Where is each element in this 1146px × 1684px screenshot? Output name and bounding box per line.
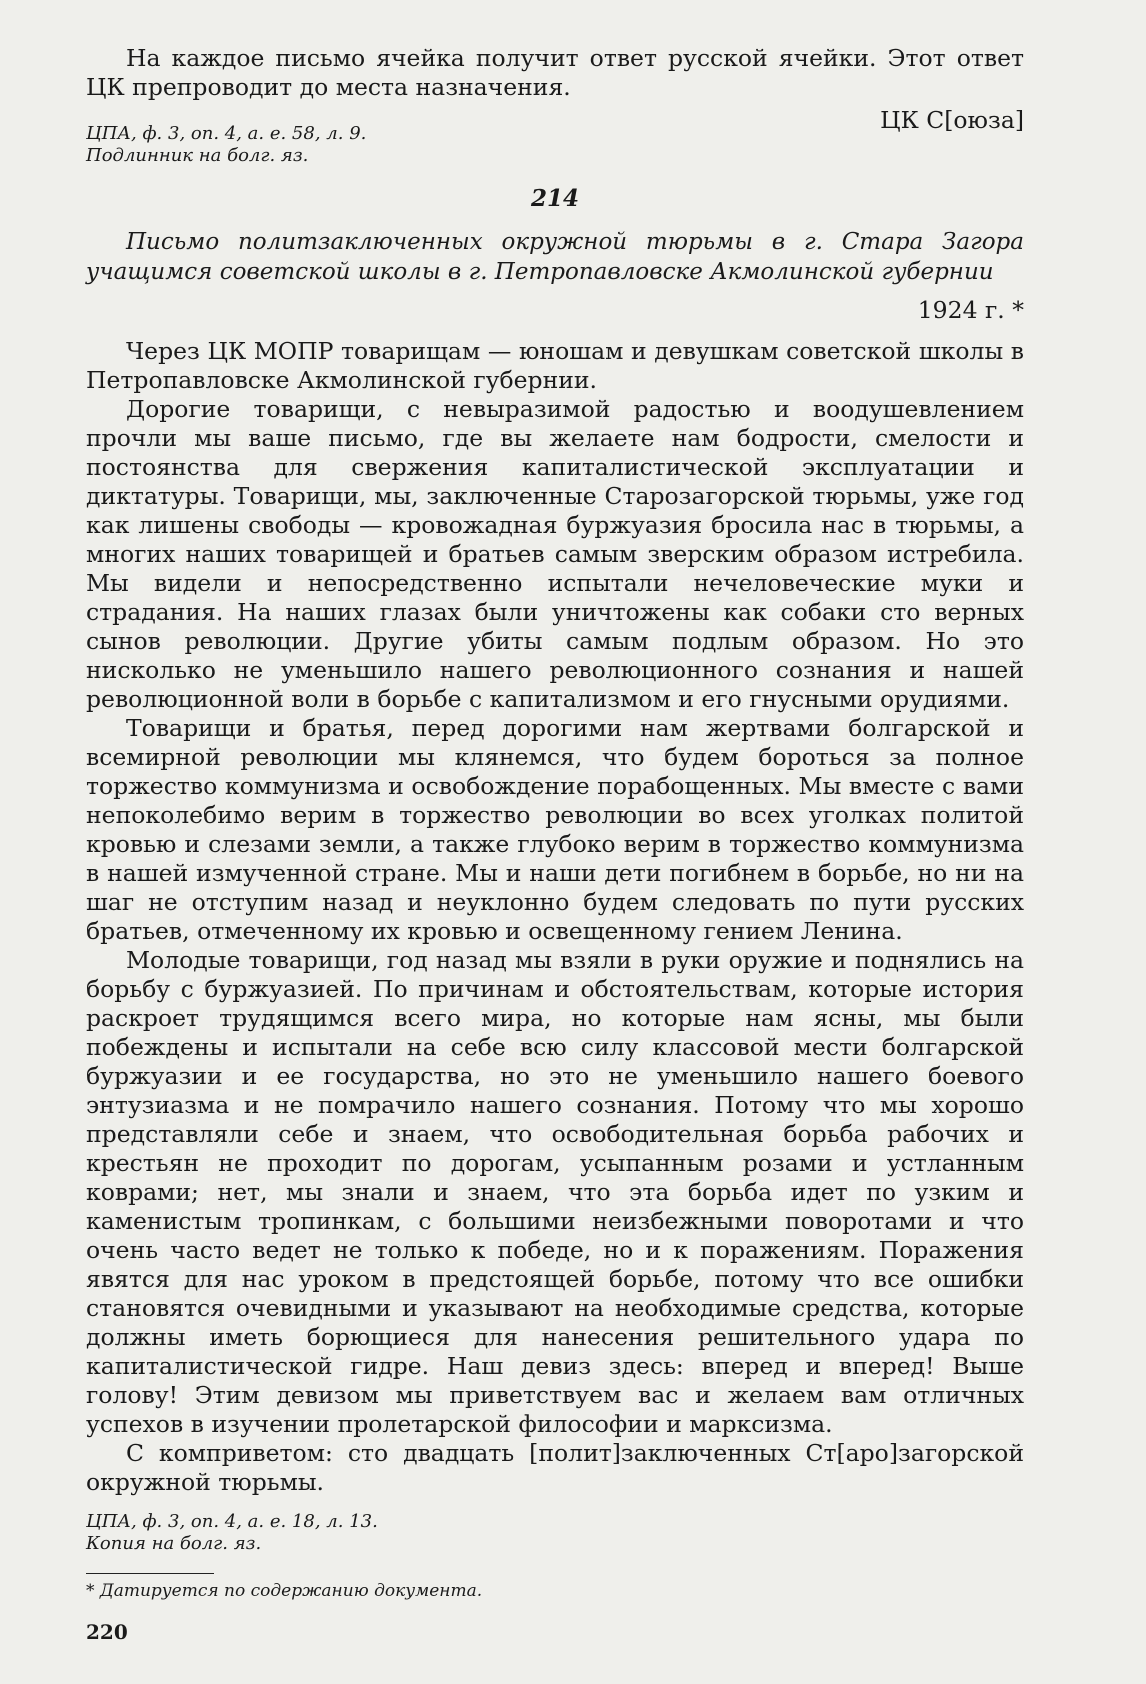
paragraph-address: Через ЦК МОПР товарищам — юношам и девушкам советской школы в Петропавловске Акмолинской губернии. [86, 337, 1024, 394]
document-number: 214 [530, 185, 579, 212]
intro-paragraph: На каждое письмо ячейка получит ответ русской ячейки. Этот ответ ЦК препроводит до места назначения. [86, 44, 1024, 101]
page-number: 220 [86, 1620, 128, 1644]
paragraph-closing: С комприветом: сто двадцать [полит]заключенных Ст[аро]загорской окружной тюрьмы. [86, 1439, 1024, 1496]
archive-source: ЦПА, ф. 3, оп. 4, а. е. 18, л. 13. [86, 1511, 378, 1532]
archive-source: ЦПА, ф. 3, оп. 4, а. е. 58, л. 9. [86, 123, 367, 144]
footnote: * Датируется по содержанию документа. [86, 1581, 483, 1601]
paragraph-3: Молодые товарищи, год назад мы взяли в руки оружие и поднялись на борьбу с буржуазией. По причинам и обстоятельствам, которые история раскроет трудящимся всего мира, но которые нам ясны, мы были побеждены и испытали на себе всю силу классовой мести болгарской буржуазии и ее государства, но это не уменьшило нашего боевого энтузиазма и не помрачило нашего сознания. Потому что мы хорошо представляли себе и знаем, что освободительная борьба рабочих и крестьян не проходит по дорогам, усыпанным розами и устланным коврами; нет, мы знали и знаем, что эта борьба идет по узким и каменистым тропинкам, с большими неизбежными поворотами и что очень часто ведет не только к победе, но и к поражениям. Поражения явятся для нас уроком в предстоящей борьбе, потому что все ошибки становятся очевидными и указывают на необходимые средства, которые должны иметь борющиеся для нанесения решительного удара по капиталистической гидре. Наш девиз здесь: вперед и вперед! Выше голову! Этим девизом мы приветствуем вас и желаем вам отличных успехов в изучении пролетарской философии и марксизма. [86, 946, 1024, 1438]
footnote-divider [86, 1573, 214, 1574]
archive-note: Подлинник на болг. яз. [86, 145, 309, 166]
document-date: 1924 г. * [917, 296, 1024, 324]
paragraph-1: Дорогие товарищи, с невыразимой радостью и воодушевлением прочли мы ваше письмо, где вы желаете нам бодрости, смелости и постоянства для свержения капиталистической эксплуатации и диктатуры. Товарищи, мы, заключенные Старозагорской тюрьмы, уже год как лишены свободы — кровожадная буржуазия бросила нас в тюрьмы, а многих наших товарищей и братьев самым зверским образом истребила. Мы видели и непосредственно испытали нечеловеческие муки и страдания. На наших глазах были уничтожены как собаки сто верных сынов революции. Другие убиты самым подлым образом. Но это нисколько не уменьшило нашего революционного сознания и нашей революционной воли в борьбе с капитализмом и его гнусными орудиями. [86, 395, 1024, 713]
archive-note: Копия на болг. яз. [86, 1533, 262, 1554]
archive-reference-2 [86, 1511, 1024, 1555]
paragraph-2: Товарищи и братья, перед дорогими нам жертвами болгарской и всемирной революции мы клянемся, что будем бороться за полное торжество коммунизма и освобождение порабощенных. Мы вместе с вами непоколебимо верим в торжество революции во всех уголках политой кровью и слезами земли, а также глубоко верим в торжество коммунизма в нашей измученной стране. Мы и наши дети погибнем в борьбе, но ни на шаг не отступим назад и неуклонно будем следовать по пути русских братьев, отмеченному их кровью и освещенному гением Ленина. [86, 714, 1024, 945]
signature: ЦК С[оюза] [880, 106, 1024, 134]
document-title: Письмо политзаключенных окружной тюрьмы в г. Стара Загора учащимся советской школы в г. Петропавловске Акмолинской губернии [86, 229, 1024, 285]
page-content [86, 44, 1024, 1644]
